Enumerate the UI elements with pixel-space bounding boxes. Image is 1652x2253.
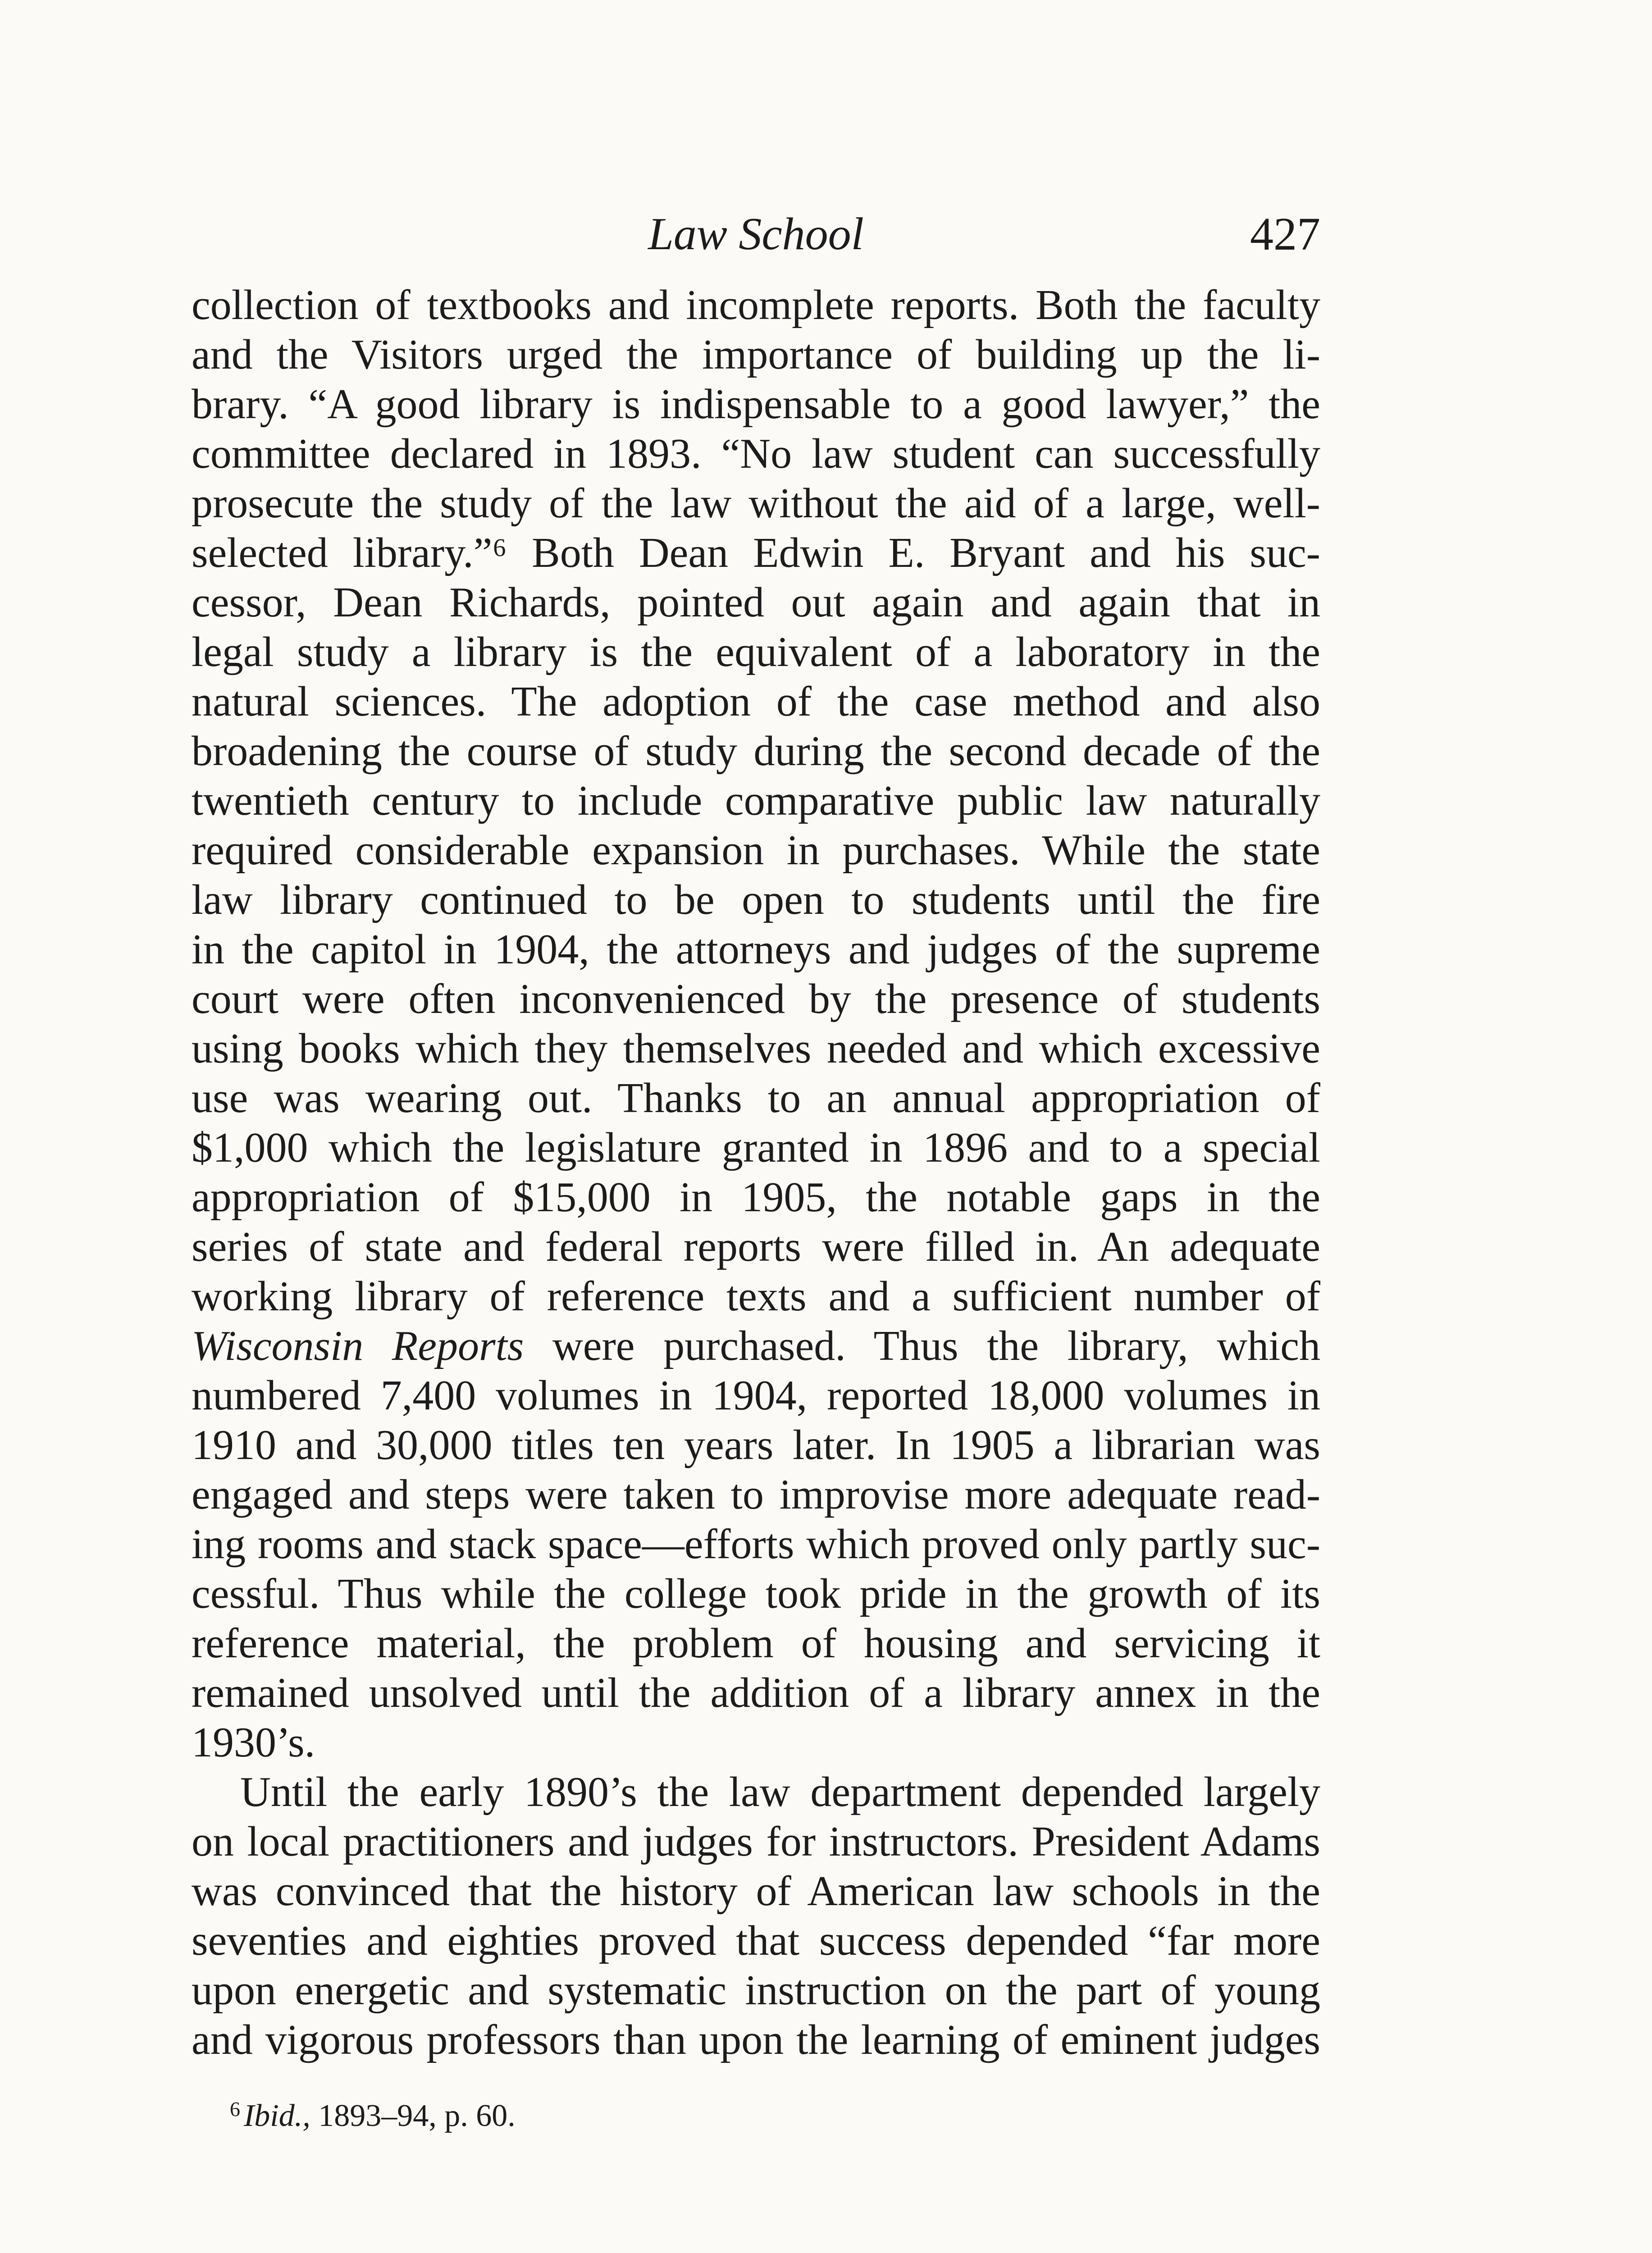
text-line: working library of reference texts and a sufficient number of [192,1273,1320,1320]
page-number: 427 [1250,208,1320,260]
text-line: use was wearing out. Thanks to an annual appropriation of [192,1075,1320,1122]
text-line-with-italic [192,1321,1320,1371]
text-line: selected library.”⁶ Both Dean Edwin E. Bryant and his suc- [192,529,1320,576]
text-line: broadening the course of study during the second decade of the [192,728,1320,775]
text-line: cessor, Dean Richards, pointed out again and again that in [192,579,1320,626]
text-line: appropriation of $15,000 in 1905, the notable gaps in the [192,1174,1320,1221]
text-line: legal study a library is the equivalent of a laboratory in the [192,629,1320,675]
text-line: engaged and steps were taken to improvise more adequate read- [192,1471,1320,1518]
text-line: remained unsolved until the addition of a library annex in the [192,1669,1320,1716]
text-line: in the capitol in 1904, the attorneys and judges of the supreme [192,926,1320,973]
text-line: collection of textbooks and incomplete reports. Both the faculty [192,282,1320,328]
footnote [230,2089,516,2136]
text-line: upon energetic and systematic instruction on the part of young [192,1967,1320,2014]
text-line: $1,000 which the legislature granted in 1896 and to a special [192,1124,1320,1171]
text-line: cessful. Thus while the college took pride in the growth of its [192,1570,1320,1617]
text-line: twentieth century to include comparative public law naturally [192,777,1320,824]
running-title: Law School [648,209,864,260]
text-line: series of state and federal reports were filled in. An adequate [192,1223,1320,1270]
paragraph-end-line: 1930’s. [192,1719,315,1766]
text-line: numbered 7,400 volumes in 1904, reported 18,000 volumes in [192,1372,1320,1419]
text-line: reference material, the problem of housing and servicing it [192,1620,1320,1667]
text-line: was convinced that the history of American law schools in the [192,1868,1320,1915]
text-line: ing rooms and stack space—efforts which proved only partly suc- [192,1521,1320,1568]
text-line: prosecute the study of the law without the aid of a large, well- [192,480,1320,527]
text-fragment: were purchased. Thus the library, which [524,1323,1320,1369]
text-line: brary. “A good library is indispensable to a good lawyer,” the [192,381,1320,428]
text-line: natural sciences. The adoption of the case method and also [192,678,1320,725]
footnote-reference: 1893–94, p. 60. [310,2098,516,2133]
text-line: seventies and eighties proved that success depended “far more [192,1917,1320,1964]
running-head [192,205,1320,273]
text-line: required considerable expansion in purchases. While the state [192,827,1320,874]
text-line: using books which they themselves needed and which excessive [192,1025,1320,1072]
paragraph-first-line: Until the early 1890’s the law department depended largely [240,1769,1320,1815]
text-line: court were often inconvenienced by the presence of students [192,976,1320,1022]
text-line: on local practitioners and judges for instructors. President Adams [192,1818,1320,1865]
text-line: and vigorous professors than upon the learning of eminent judges [192,2016,1320,2063]
footnote-number: 6 [230,2098,240,2121]
text-line: 1910 and 30,000 titles ten years later. In 1905 a librarian was [192,1422,1320,1469]
body-text [192,280,1320,2065]
footnote-ibid: Ibid., [244,2098,310,2133]
text-line: committee declared in 1893. “No law student can successfully [192,430,1320,477]
text-line: law library continued to be open to students until the fire [192,876,1320,923]
italic-title: Wisconsin Reports [192,1323,524,1369]
text-line: and the Visitors urged the importance of building up the li- [192,331,1320,378]
